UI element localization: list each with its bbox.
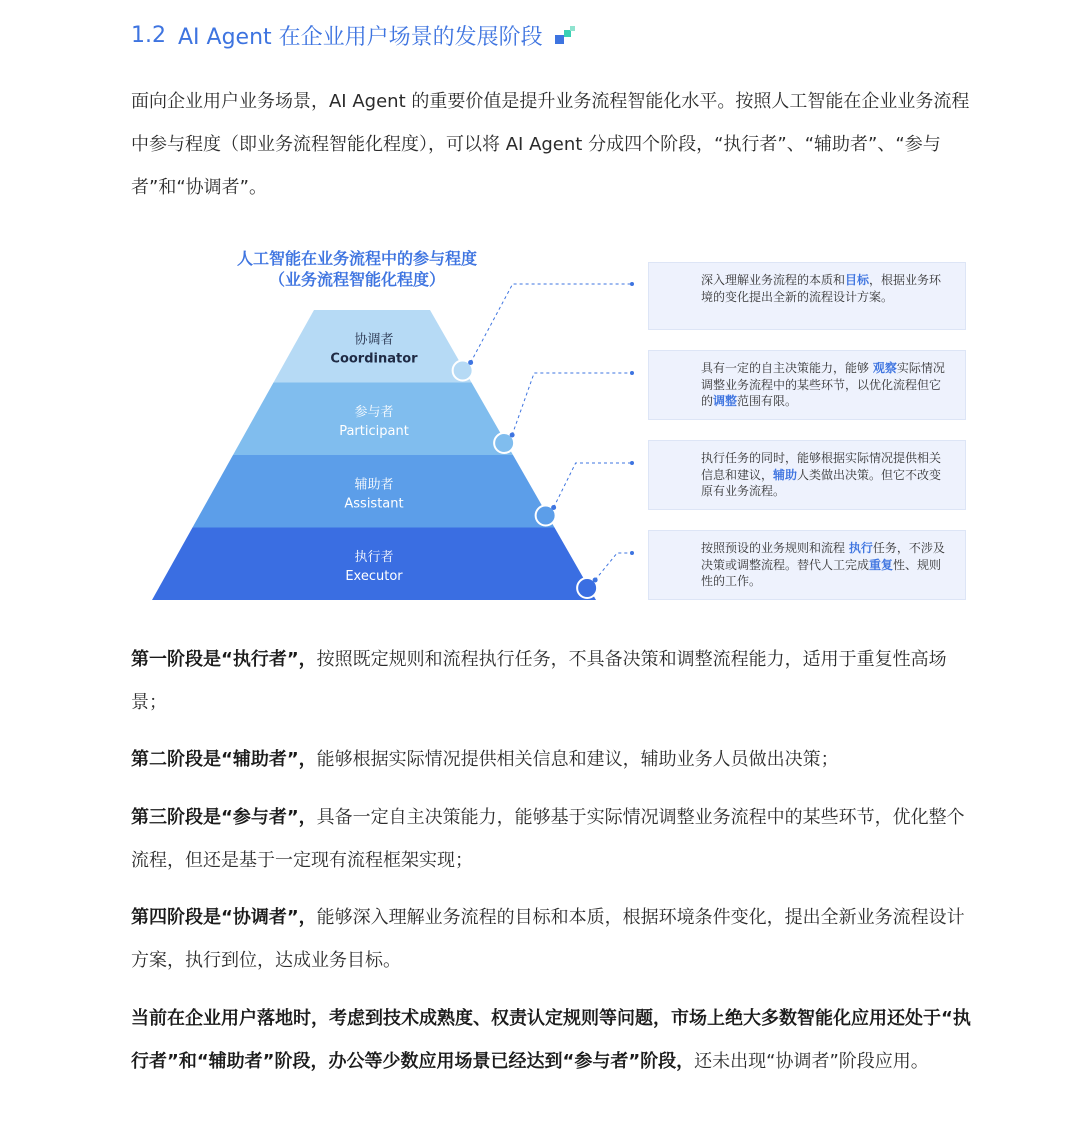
pyramid-level-3-cn-label: 辅助者 (354, 477, 394, 493)
connector-line-1 (471, 284, 632, 363)
connector-line-2 (512, 373, 632, 435)
connector-line-4 (595, 553, 632, 580)
conclusion-normal: 还未出现“协调者”阶段应用。 (694, 1051, 929, 1072)
stage-1-text: 按照既定规则和流程执行任务，不具备决策和调整流程能力，适用于重复性高场景； (131, 649, 947, 713)
level-1-description (648, 262, 966, 330)
pyramid-level-4-en-label: Executor (345, 568, 403, 584)
connector-end-2 (630, 371, 634, 375)
connector-line-3 (554, 463, 632, 508)
diagram-subtitle: （业务流程智能化程度） (268, 270, 445, 289)
stage-1-paragraph (131, 638, 971, 724)
stage-3-label: 第三阶段是“参与者”， (131, 807, 317, 828)
stage-2-text: 能够根据实际情况提供相关信息和建议，辅助业务人员做出决策； (316, 749, 839, 770)
section-number: 1.2 (131, 23, 166, 48)
connector-end-4 (630, 551, 634, 555)
description-text: 具有一定的自主决策能力，能够 (701, 361, 873, 375)
description-text: 任务，不涉及决策或调整流程。替代人工完成 (701, 541, 945, 572)
pyramid-level-2-cn-label: 参与者 (354, 404, 394, 420)
description-text: ，根据业务环境的变化提出全新的流程设计方案。 (701, 273, 942, 304)
level-4-description (648, 530, 966, 600)
description-text: 按照预设的业务规则和流程 (701, 541, 849, 555)
pyramid-level-2-en-label: Participant (339, 423, 409, 439)
stage-2-label: 第二阶段是“辅助者”， (131, 749, 317, 770)
pyramid-level-3-en-label: Assistant (344, 496, 404, 512)
description-text: 范围有限。 (737, 394, 798, 408)
stage-4-text: 能够深入理解业务流程的目标和本质，根据环境条件变化，提出全新业务流程设计方案，执行到位，达成业务目标。 (131, 907, 965, 971)
stage-2-paragraph (131, 738, 971, 781)
level-2-description (648, 350, 966, 420)
highlight-term: 观察 (872, 361, 897, 375)
highlight-term: 重复 (869, 557, 894, 572)
pyramid-level-1-en-label: Coordinator (330, 351, 418, 367)
conclusion-paragraph (131, 997, 971, 1083)
heading-decoration-icon (555, 26, 577, 46)
description-text: 深入理解业务流程的本质和 (701, 273, 846, 287)
diagram-title: 人工智能在业务流程中的参与程度 (236, 249, 477, 268)
pyramid-level-1-cn-label: 协调者 (354, 332, 394, 348)
highlight-term: 调整 (713, 394, 738, 408)
stage-3-text: 具备一定自主决策能力，能够基于实际情况调整业务流程中的某些环节，优化整个流程，但还是基于一定现有流程框架实现； (131, 807, 965, 871)
description-text: 实际情况调整业务流程中的某些环节，以优化流程但它的 (701, 361, 945, 408)
conclusion-bold: 当前在企业用户落地时，考虑到技术成熟度、权责认定规则等问题，市场上绝大多数智能化应用还处于“执行者”和“辅助者”阶段，办公等少数应用场景已经达到“参与者”阶段， (131, 1008, 971, 1072)
stage-1-label: 第一阶段是“执行者”， (131, 649, 317, 670)
highlight-term: 辅助 (773, 467, 798, 482)
connector-end-3 (630, 461, 634, 465)
level-3-description (648, 440, 966, 510)
section-heading (131, 20, 577, 51)
stage-4-label: 第四阶段是“协调者”， (131, 907, 317, 928)
highlight-term: 目标 (845, 273, 870, 287)
stage-4-paragraph (131, 896, 971, 982)
highlight-term: 执行 (848, 541, 873, 555)
pyramid-level-4-cn-label: 执行者 (354, 549, 394, 565)
description-text: 性、规则性的工作。 (701, 557, 942, 588)
participation-pyramid-diagram (140, 238, 980, 610)
intro-paragraph: 面向企业用户业务场景，AI Agent 的重要价值是提升业务流程智能化水平。按照人工智能在企业业务流程中参与程度（即业务流程智能化程度），可以将 AI Agent 分成四个阶段，“执行者”、“辅助者”、“参与者”和“协调者”。 (131, 91, 970, 198)
section-title: AI Agent 在企业用户场景的发展阶段 (178, 25, 543, 50)
description-text: 执行任务的同时，能够根据实际情况提供相关信息和建议， (701, 451, 942, 482)
description-text: 人类做出决策。但它不改变原有业务流程。 (701, 467, 942, 498)
connector-end-1 (630, 282, 634, 286)
stage-3-paragraph (131, 796, 971, 882)
